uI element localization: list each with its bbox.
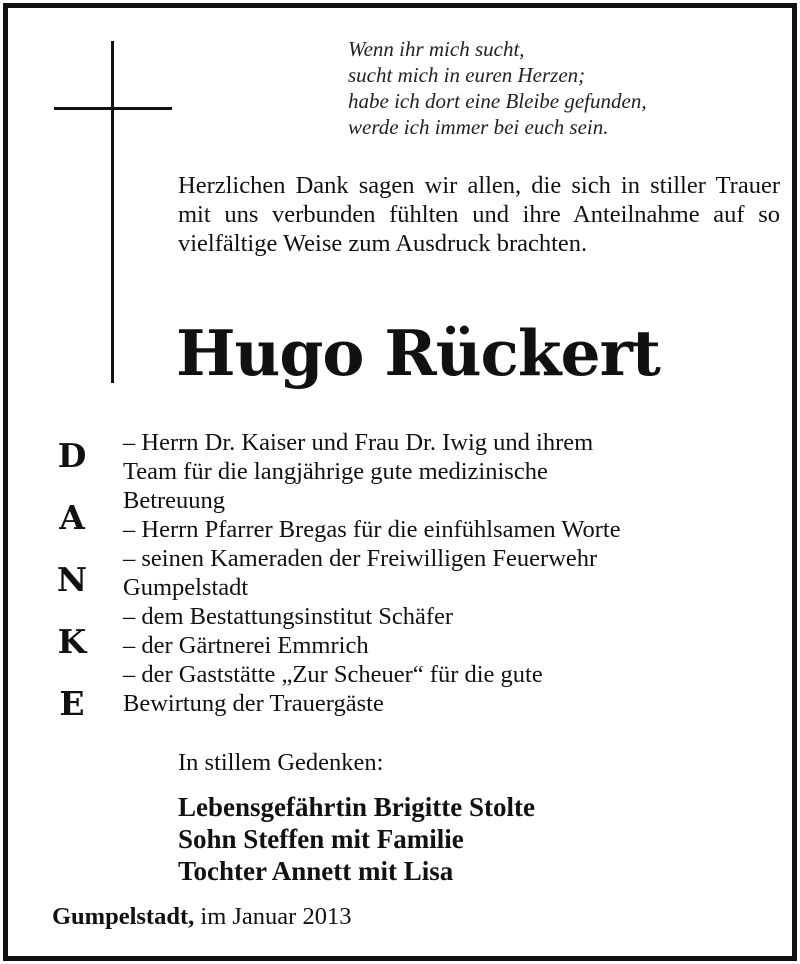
- obituary-frame: [3, 3, 797, 961]
- poem-line: habe ich dort eine Bleibe gefunden,: [348, 89, 647, 113]
- poem-line: Wenn ihr mich sucht,: [348, 37, 525, 61]
- list-item: [123, 631, 783, 660]
- list-item-line: – dem Bestattungsinstitut Schäfer: [123, 603, 454, 630]
- list-item: [123, 660, 783, 718]
- poem-line: sucht mich in euren Herzen;: [348, 63, 586, 87]
- cross-icon-horizontal: [54, 107, 172, 110]
- list-item-line: – seinen Kameraden der Freiwilligen Feuerwehr: [123, 545, 598, 572]
- list-item: [123, 515, 783, 544]
- cross-icon-vertical: [111, 41, 114, 383]
- deceased-name: Hugo Rückert: [176, 316, 660, 390]
- memory-line: In stillem Gedenken:: [178, 749, 384, 776]
- place-date-line: [52, 902, 351, 931]
- list-item-line: Gumpelstadt: [123, 574, 249, 601]
- danke-letter: A: [59, 498, 85, 537]
- list-item-line: Betreuung: [123, 487, 226, 514]
- danke-letter: K: [57, 622, 87, 661]
- list-item: [123, 544, 783, 602]
- list-item-line: – Herrn Pfarrer Bregas für die einfühlsamen Worte: [123, 516, 621, 543]
- list-item: [123, 428, 783, 515]
- footer-date: im Januar 2013: [200, 903, 352, 930]
- list-item-line: Bewirtung der Trauergäste: [123, 690, 384, 717]
- family-member: Tochter Annett mit Lisa: [178, 856, 454, 886]
- list-item-line: – der Gärtnerei Emmrich: [123, 632, 369, 659]
- family-list: [178, 791, 778, 887]
- danke-letter: N: [56, 560, 88, 599]
- list-item-line: – der Gaststätte „Zur Scheuer“ für die gute: [123, 661, 543, 688]
- poem-line: werde ich immer bei euch sein.: [348, 115, 609, 139]
- footer-place: Gumpelstadt,: [52, 903, 195, 930]
- danke-letter: D: [57, 436, 87, 475]
- acknowledgement-list: [123, 428, 783, 718]
- family-member: Sohn Steffen mit Familie: [178, 824, 464, 854]
- thanks-paragraph: Herzlichen Dank sagen wir allen, die sich in stiller Trauer mit uns verbunden fühlten und ihre Anteilnahme auf so vielfältige Weise zum Ausdruck brachten.: [178, 172, 780, 257]
- list-item: [123, 602, 783, 631]
- danke-letter: E: [59, 684, 85, 723]
- list-item-line: Team für die langjährige gute medizinische: [123, 458, 548, 485]
- list-item-line: – Herrn Dr. Kaiser und Frau Dr. Iwig und ihrem: [123, 429, 594, 456]
- poem: [348, 36, 778, 140]
- family-member: Lebensgefährtin Brigitte Stolte: [178, 792, 535, 822]
